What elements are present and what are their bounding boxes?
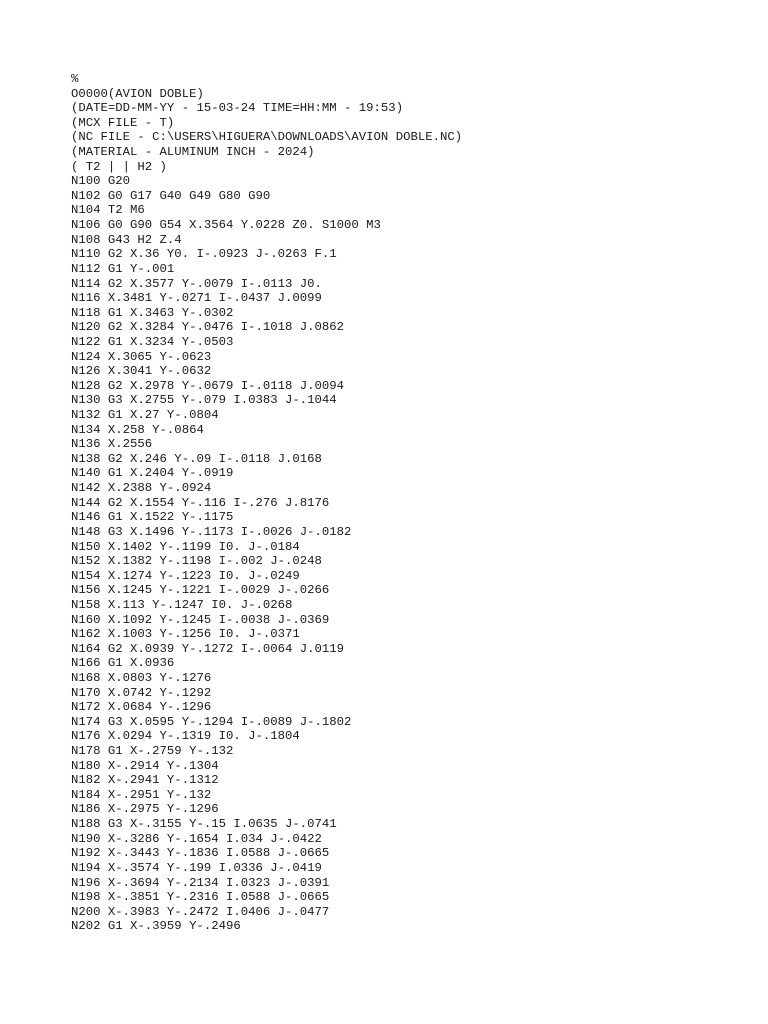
code-line: N166 G1 X.0936 bbox=[71, 656, 175, 671]
code-line: N158 X.113 Y-.1247 I0. J-.0268 bbox=[71, 597, 293, 612]
code-line: % bbox=[71, 72, 79, 86]
code-line: N126 X.3041 Y-.0632 bbox=[71, 364, 212, 379]
code-line: N114 G2 X.3577 Y-.0079 I-.0113 J0. bbox=[71, 276, 322, 291]
code-line: N176 X.0294 Y-.1319 I0. J-.1804 bbox=[71, 729, 300, 744]
code-line: N140 G1 X.2404 Y-.0919 bbox=[71, 466, 234, 481]
code-line: N122 G1 X.3234 Y-.0503 bbox=[71, 334, 234, 349]
code-line: N120 G2 X.3284 Y-.0476 I-.1018 J.0862 bbox=[71, 320, 345, 335]
code-line: N128 G2 X.2978 Y-.0679 I-.0118 J.0094 bbox=[71, 378, 345, 393]
code-line: N136 X.2556 bbox=[71, 437, 153, 452]
code-line: N198 X-.3851 Y-.2316 I.0588 J-.0665 bbox=[71, 890, 330, 905]
code-line: N180 X-.2914 Y-.1304 bbox=[71, 758, 219, 773]
code-line: N164 G2 X.0939 Y-.1272 I-.0064 J.0119 bbox=[71, 641, 345, 656]
code-line: N102 G0 G17 G40 G49 G80 G90 bbox=[71, 188, 271, 203]
code-line: N162 X.1003 Y-.1256 I0. J-.0371 bbox=[71, 627, 300, 642]
code-line: N100 G20 bbox=[71, 174, 131, 189]
nc-program-listing bbox=[71, 72, 462, 934]
code-line: N172 X.0684 Y-.1296 bbox=[71, 700, 212, 715]
code-line: N192 X-.3443 Y-.1836 I.0588 J-.0665 bbox=[71, 846, 330, 861]
code-line: N178 G1 X-.2759 Y-.132 bbox=[71, 744, 234, 759]
code-line: N154 X.1274 Y-.1223 I0. J-.0249 bbox=[71, 568, 300, 583]
code-line: N150 X.1402 Y-.1199 I0. J-.0184 bbox=[71, 539, 300, 554]
code-line: N174 G3 X.0595 Y-.1294 I-.0089 J-.1802 bbox=[71, 714, 352, 729]
code-line: N160 X.1092 Y-.1245 I-.0038 J-.0369 bbox=[71, 612, 330, 627]
code-line: O0000(AVION DOBLE) bbox=[71, 86, 204, 101]
code-line: N142 X.2388 Y-.0924 bbox=[71, 481, 212, 496]
code-line: N144 G2 X.1554 Y-.116 I-.276 J.8176 bbox=[71, 495, 330, 510]
code-line: N170 X.0742 Y-.1292 bbox=[71, 685, 212, 700]
code-line: N152 X.1382 Y-.1198 I-.002 J-.0248 bbox=[71, 554, 322, 569]
code-line: N116 X.3481 Y-.0271 I-.0437 J.0099 bbox=[71, 291, 322, 306]
code-line: (MATERIAL - ALUMINUM INCH - 2024) bbox=[71, 145, 315, 160]
code-line: N124 X.3065 Y-.0623 bbox=[71, 349, 212, 364]
code-line: N146 G1 X.1522 Y-.1175 bbox=[71, 510, 234, 525]
code-line: N156 X.1245 Y-.1221 I-.0029 J-.0266 bbox=[71, 583, 330, 598]
code-line: N138 G2 X.246 Y-.09 I-.0118 J.0168 bbox=[71, 451, 322, 466]
code-line: N132 G1 X.27 Y-.0804 bbox=[71, 408, 219, 423]
code-line: (NC FILE - C:\USERS\HIGUERA\DOWNLOADS\AVION DOBLE.NC) bbox=[71, 130, 463, 145]
code-line: N196 X-.3694 Y-.2134 I.0323 J-.0391 bbox=[71, 875, 330, 890]
code-line: N104 T2 M6 bbox=[71, 203, 145, 218]
code-line: N108 G43 H2 Z.4 bbox=[71, 232, 182, 247]
code-line: (DATE=DD-MM-YY - 15-03-24 TIME=HH:MM - 19:53) bbox=[71, 101, 404, 116]
code-line: ( T2 | | H2 ) bbox=[71, 159, 167, 174]
code-line: N200 X-.3983 Y-.2472 I.0406 J-.0477 bbox=[71, 904, 330, 919]
code-line: N190 X-.3286 Y-.1654 I.034 J-.0422 bbox=[71, 831, 322, 846]
code-line: N134 X.258 Y-.0864 bbox=[71, 422, 204, 437]
code-line: N148 G3 X.1496 Y-.1173 I-.0026 J-.0182 bbox=[71, 524, 352, 539]
code-line: N188 G3 X-.3155 Y-.15 I.0635 J-.0741 bbox=[71, 817, 337, 832]
code-line: N194 X-.3574 Y-.199 I.0336 J-.0419 bbox=[71, 860, 322, 875]
code-line: N184 X-.2951 Y-.132 bbox=[71, 787, 212, 802]
code-line: N110 G2 X.36 Y0. I-.0923 J-.0263 F.1 bbox=[71, 247, 337, 262]
code-line: (MCX FILE - T) bbox=[71, 115, 175, 130]
code-line: N106 G0 G90 G54 X.3564 Y.0228 Z0. S1000 M3 bbox=[71, 218, 381, 233]
code-line: N112 G1 Y-.001 bbox=[71, 261, 175, 276]
code-line: N168 X.0803 Y-.1276 bbox=[71, 670, 212, 685]
code-line: N118 G1 X.3463 Y-.0302 bbox=[71, 305, 234, 320]
code-line: N130 G3 X.2755 Y-.079 I.0383 J-.1044 bbox=[71, 393, 337, 408]
code-line: N182 X-.2941 Y-.1312 bbox=[71, 773, 219, 788]
code-line: N202 G1 X-.3959 Y-.2496 bbox=[71, 919, 241, 934]
code-line: N186 X-.2975 Y-.1296 bbox=[71, 802, 219, 817]
